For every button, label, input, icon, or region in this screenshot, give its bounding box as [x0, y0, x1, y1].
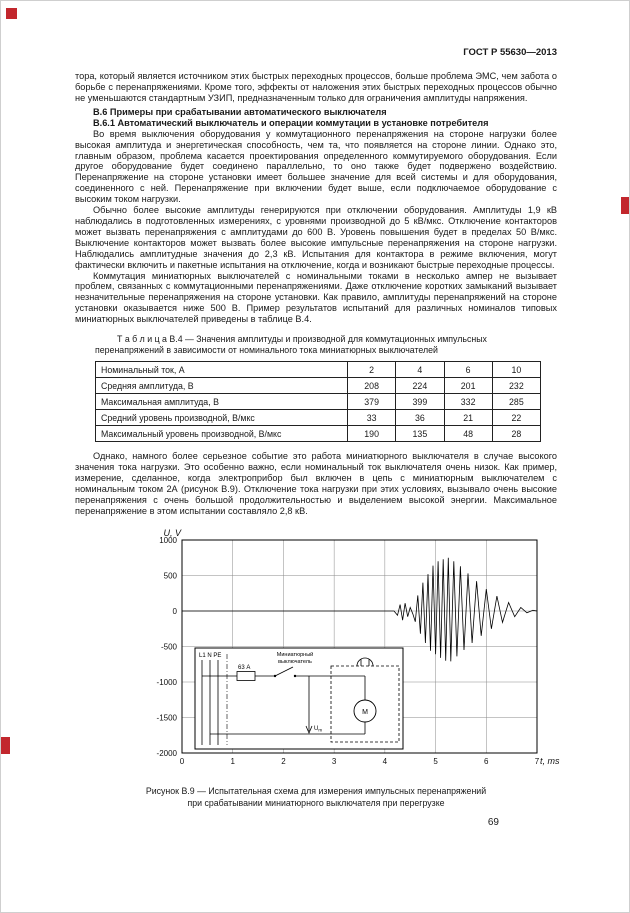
motor-label: M	[362, 709, 368, 717]
cell-value: 332	[444, 394, 492, 410]
figure-b9	[137, 524, 560, 781]
row-label: Максимальная амплитуда, В	[96, 394, 348, 410]
oscillogram-chart	[137, 524, 567, 776]
table-caption: Т а б л и ц а В.4 — Значения амплитуды и производной для коммутационных импульсных перенапряжений в зависимости от номинального тока миниатюрных выключателей	[95, 334, 487, 356]
table-row	[96, 362, 541, 378]
svg-text:3: 3	[331, 757, 337, 767]
row-label: Средний уровень производной, В/мкс	[96, 410, 348, 426]
svg-text:0: 0	[172, 607, 177, 617]
table-row	[96, 426, 541, 442]
page-number: 69	[487, 817, 499, 829]
cell-value: 232	[492, 378, 540, 394]
svg-text:-2000: -2000	[156, 749, 177, 759]
cell-value: 22	[492, 410, 540, 426]
paragraph: Коммутация миниатюрных выключателей с номинальными токами в несколько ампер не вызывает проблем, связанных с коммутационными перенапряжениями. Даже отключение коротких замыканий вызывает незначительные перенапряжения на стороне установки. Как правило, амплитуды перенапряжений на стороне установки оказывается ниже 500 В. Пример результатов испытаний для различных номиналов типовых миниатюрных выключателей приведены в таблице В.4.	[75, 270, 557, 325]
figure-caption	[75, 786, 557, 809]
cell-value: 2	[348, 362, 396, 378]
phase-labels: L1 N PE	[199, 653, 222, 660]
svg-text:500: 500	[163, 571, 177, 581]
cell-value: 285	[492, 394, 540, 410]
cell-value: 6	[444, 362, 492, 378]
svg-text:0: 0	[179, 757, 185, 767]
cell-value: 399	[396, 394, 444, 410]
um-label: $U_m$	[314, 726, 323, 733]
svg-text:4: 4	[382, 757, 388, 767]
table-row	[96, 378, 541, 394]
cell-value: 190	[348, 426, 396, 442]
circuit-diagram-inset	[195, 648, 403, 749]
svg-text:1000: 1000	[159, 536, 177, 546]
svg-text:-1000: -1000	[156, 678, 177, 688]
subsection-heading-b61: В.6.1 Автоматический выключатель и операции коммутации в установке потребителя	[93, 117, 489, 128]
svg-text:7: 7	[534, 757, 540, 767]
breaker-label-line2: выключатель	[278, 659, 312, 666]
fuse-label: 63 А	[238, 665, 251, 672]
voltage-waveform	[182, 558, 537, 662]
cell-value: 28	[492, 426, 540, 442]
cell-value: 4	[396, 362, 444, 378]
cell-value: 201	[444, 378, 492, 394]
table-body	[96, 362, 541, 442]
paragraph: Во время выключения оборудования у коммутационного перенапряжения на стороне нагрузки более высокая амплитуда и энергетическая способность, чем та, что появляется на стороне линии. Однако это, главным образом, проблема касается проектирования определенного коммутируемого оборудования. Если другое оборудование будет соединено параллельно, то оно также будет подвержено воздействию. Перенапряжение на стороне установки имеет большее значение для всей системы и для оборудования, соединенного с ней. Перенапряжение при включении будет выше, если подключаемое оборудование с высоким током нагрузки.	[75, 128, 557, 205]
edit-mark-top-left	[6, 8, 17, 19]
cell-value: 36	[396, 410, 444, 426]
table-row	[96, 410, 541, 426]
x-axis-label: t, ms	[540, 756, 560, 767]
row-label: Средняя амплитуда, В	[96, 378, 348, 394]
cell-value: 48	[444, 426, 492, 442]
svg-text:1: 1	[230, 757, 235, 767]
paragraph: Однако, намного более серьезное событие это работа миниатюрного выключателя в случае высокого значения тока нагрузки. Это особенно важно, если номинальный ток выключателя очень низок. Как пример, измерение, сделанное, когда электроприбор был включен в цепь с миниатюрным выключателем с номинальным током 2А (рисунок В.9). Отключение тока нагрузки при этих условиях, вызывало очень высокие перенапряжения с очень большой продолжительностью и выделением высокой энергии. Максимальное перенапряжение в этом испытании составляло 2,8 кВ.	[75, 451, 557, 516]
cell-value: 33	[348, 410, 396, 426]
document-header: ГОСТ Р 55630—2013	[463, 47, 557, 58]
svg-text:-1500: -1500	[156, 713, 177, 723]
row-label: Максимальный уровень производной, В/мкс	[96, 426, 348, 442]
section-heading-b6: В.6 Примеры при срабатывании автоматического выключателя	[93, 106, 387, 117]
figure-caption-line2: при срабатывании миниатюрного выключателя при перегрузке	[187, 797, 445, 808]
edit-mark-right	[621, 197, 630, 214]
cell-value: 135	[396, 426, 444, 442]
cell-value: 379	[348, 394, 396, 410]
page-content	[1, 1, 629, 828]
breaker-label-line1: Миниатюрный	[276, 652, 314, 659]
figure-caption-line1: Рисунок В.9 — Испытательная схема для измерения импульсных перенапряжений	[145, 786, 487, 797]
paragraph: Обычно более высокие амплитуды генерируются при отключении оборудования. Амплитуды 1,9 кВ наблюдались в подготовленных измерениях, с уровнями производной до 5 кВ/мкс. Отключение контакторов может вызвать перенапряжения с амплитудами до 600 В. Уровень повышения будет в пределах 50 В/мкс. Выключение контакторов может вызвать более высокие импульсные перенапряжения на стороне нагрузки. Наблюдались амплитудные значения до 2,3 кВ. Испытания для контактора в режиме включения, могут фактически включить и пакетные испытания на отключение, когда и возникают быстрые переходные процессы.	[75, 205, 557, 270]
table-b4	[95, 361, 541, 442]
y-axis-label: U, V	[163, 528, 181, 539]
cell-value: 10	[492, 362, 540, 378]
svg-text:6: 6	[484, 757, 489, 767]
row-label: Номинальный ток, А	[96, 362, 348, 378]
paragraph-continuation: тора, который является источником этих быстрых переходных процессов, больше проблема ЭМС, чем забота о борьбе с перенапряжениями. Кроме того, эффекты от наложения этих быстрых переходных процессов обычно не уменьшаются стандартным УЗИП, предназначенным только для ограничения амплитуды напряжения.	[75, 71, 557, 103]
svg-text:-500: -500	[160, 642, 177, 652]
edit-mark-left	[1, 737, 10, 754]
cell-value: 21	[444, 410, 492, 426]
cell-value: 208	[348, 378, 396, 394]
fuse-symbol	[237, 672, 255, 681]
svg-text:5: 5	[433, 757, 438, 767]
table-row	[96, 394, 541, 410]
cell-value: 224	[396, 378, 444, 394]
svg-text:2: 2	[281, 757, 286, 767]
